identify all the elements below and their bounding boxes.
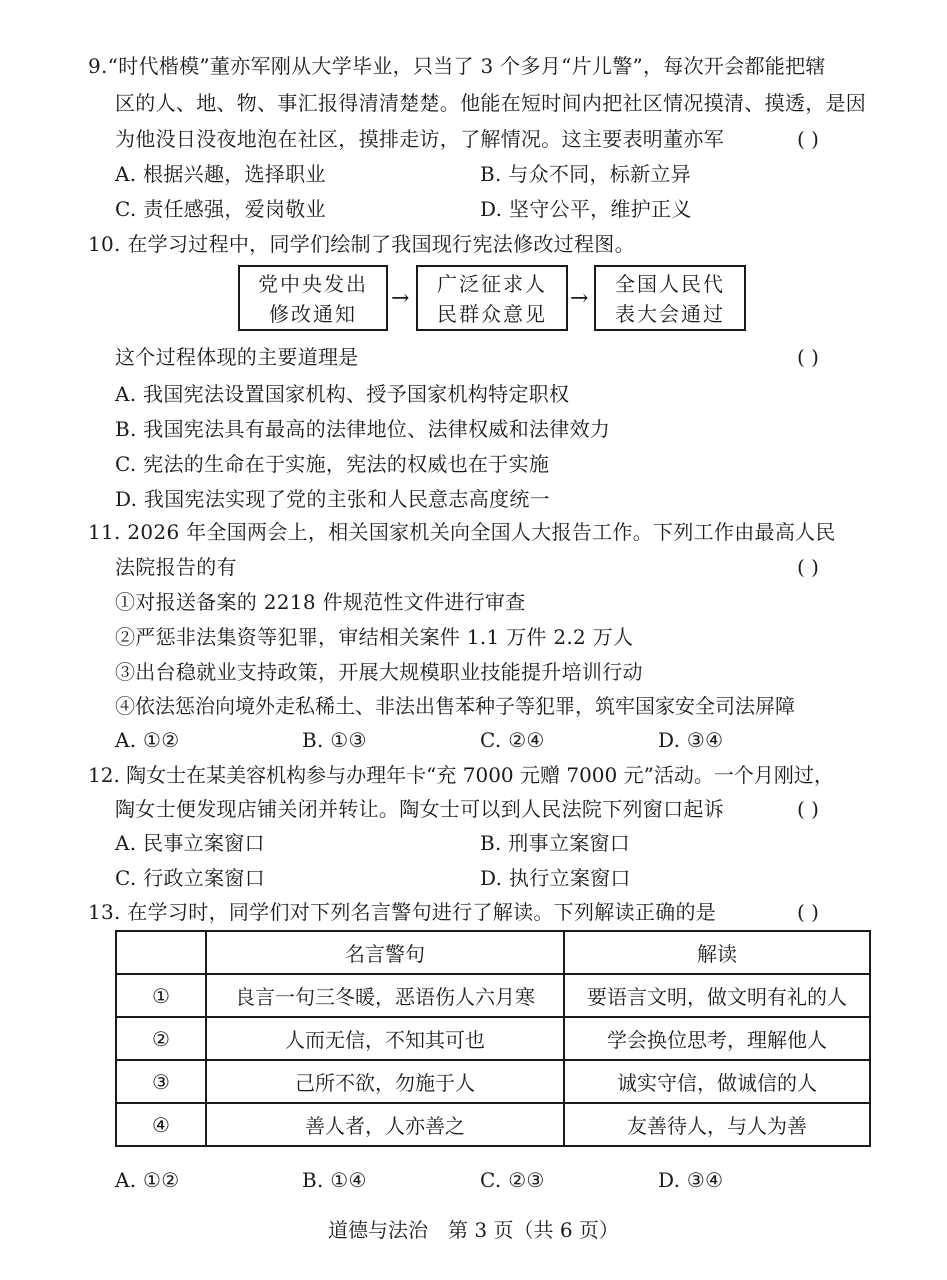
q11-option-b: B. ①③ bbox=[302, 728, 367, 752]
q9-option-b: B. 与众不同，标新立异 bbox=[480, 162, 692, 186]
q9-option-d: D. 坚守公平，维护正义 bbox=[480, 197, 692, 221]
row-interpretation: 要语言文明，做文明有礼的人 bbox=[564, 974, 870, 1017]
q13-stem: 13. 在学习时，同学们对下列名言警句进行了解读。下列解读正确的是 bbox=[88, 900, 717, 924]
flow-step-2-line-1: 广泛征求人 bbox=[437, 272, 547, 296]
table-row bbox=[116, 1017, 870, 1060]
q12-option-c: C. 行政立案窗口 bbox=[115, 866, 266, 890]
row-index: ③ bbox=[116, 1060, 206, 1103]
q11-option-c: C. ②④ bbox=[480, 728, 545, 752]
q11-item-3: ③出台稳就业支持政策，开展大规模职业技能提升培训行动 bbox=[115, 660, 643, 684]
row-index: ② bbox=[116, 1017, 206, 1060]
flow-step-2 bbox=[416, 265, 568, 331]
flow-step-1-line-2: 修改通知 bbox=[269, 302, 357, 326]
q10-answer-paren: ( ) bbox=[797, 345, 819, 369]
row-index: ① bbox=[116, 974, 206, 1017]
q13-option-d: D. ③④ bbox=[658, 1168, 724, 1192]
q11-option-a: A. ①② bbox=[115, 728, 180, 752]
row-quote: 善人者，人亦善之 bbox=[206, 1103, 564, 1146]
flow-arrow-2: → bbox=[570, 286, 589, 311]
table-header-row bbox=[116, 931, 870, 974]
q9-stem-line-2: 区的人、地、物、事汇报得清清楚楚。他能在短时间内把社区情况摸清、摸透，是因 bbox=[115, 91, 867, 115]
table-header-quote: 名言警句 bbox=[206, 931, 564, 974]
q12-option-a: A. 民事立案窗口 bbox=[115, 831, 265, 855]
flow-step-3 bbox=[594, 265, 746, 331]
row-interpretation: 诚实守信，做诚信的人 bbox=[564, 1060, 870, 1103]
q9-answer-paren: ( ) bbox=[797, 127, 819, 151]
row-interpretation: 学会换位思考，理解他人 bbox=[564, 1017, 870, 1060]
table-row bbox=[116, 1060, 870, 1103]
table-header-index bbox=[116, 931, 206, 974]
q12-answer-paren: ( ) bbox=[797, 797, 819, 821]
row-quote: 人而无信，不知其可也 bbox=[206, 1017, 564, 1060]
row-index: ④ bbox=[116, 1103, 206, 1146]
q11-item-2: ②严惩非法集资等犯罪，审结相关案件 1.1 万件 2.2 万人 bbox=[115, 625, 634, 649]
q11-item-1: ①对报送备案的 2218 件规范性文件进行审查 bbox=[115, 590, 526, 614]
q10-question: 这个过程体现的主要道理是 bbox=[115, 345, 359, 369]
table-header-interpretation: 解读 bbox=[564, 931, 870, 974]
q10-stem: 10. 在学习过程中，同学们绘制了我国现行宪法修改过程图。 bbox=[88, 232, 635, 256]
q9-stem-line-1: 9.“时代楷模”董亦军刚从大学毕业，只当了 3 个多月“片儿警”，每次开会都能把辖 bbox=[88, 54, 826, 78]
q12-stem-line-1: 12. 陶女士在某美容机构参与办理年卡“充 7000 元赠 7000 元”活动。一个月刚过， bbox=[88, 763, 834, 787]
q9-option-c: C. 责任感强，爱岗敬业 bbox=[115, 197, 326, 221]
q11-option-d: D. ③④ bbox=[658, 728, 724, 752]
flow-step-3-line-1: 全国人民代 bbox=[615, 272, 725, 296]
q10-option-b: B. 我国宪法具有最高的法律地位、法律权威和法律效力 bbox=[115, 417, 611, 441]
q11-stem-line-2: 法院报告的有 bbox=[115, 555, 237, 579]
q13-option-b: B. ①④ bbox=[302, 1168, 367, 1192]
page-footer: 道德与法治 第 3 页（共 6 页） bbox=[328, 1218, 619, 1242]
q10-option-d: D. 我国宪法实现了党的主张和人民意志高度统一 bbox=[115, 487, 550, 511]
table-row bbox=[116, 1103, 870, 1146]
table-row bbox=[116, 974, 870, 1017]
row-interpretation: 友善待人，与人为善 bbox=[564, 1103, 870, 1146]
q12-option-d: D. 执行立案窗口 bbox=[480, 866, 631, 890]
q11-answer-paren: ( ) bbox=[797, 555, 819, 579]
q13-option-c: C. ②③ bbox=[480, 1168, 545, 1192]
flow-step-1 bbox=[238, 265, 388, 331]
q11-stem-line-1: 11. 2026 年全国两会上，相关国家机关向全国人大报告工作。下列工作由最高人民 bbox=[88, 520, 836, 544]
quotes-table bbox=[115, 930, 871, 1147]
q12-stem-line-2: 陶女士便发现店铺关闭并转让。陶女士可以到人民法院下列窗口起诉 bbox=[115, 797, 724, 821]
flow-step-2-line-2: 民群众意见 bbox=[437, 302, 547, 326]
q9-option-a: A. 根据兴趣，选择职业 bbox=[115, 162, 326, 186]
flow-step-1-line-1: 党中央发出 bbox=[258, 272, 368, 296]
q11-item-4: ④依法惩治向境外走私稀土、非法出售苯种子等犯罪，筑牢国家安全司法屏障 bbox=[115, 694, 795, 718]
row-quote: 己所不欲，勿施于人 bbox=[206, 1060, 564, 1103]
q12-option-b: B. 刑事立案窗口 bbox=[480, 831, 631, 855]
q10-option-c: C. 宪法的生命在于实施，宪法的权威也在于实施 bbox=[115, 452, 550, 476]
q13-option-a: A. ①② bbox=[115, 1168, 180, 1192]
q13-answer-paren: ( ) bbox=[797, 900, 819, 924]
flow-step-3-line-2: 表大会通过 bbox=[615, 302, 725, 326]
q9-stem-line-3: 为他没日没夜地泡在社区，摸排走访，了解情况。这主要表明董亦军 bbox=[115, 127, 724, 151]
q10-option-a: A. 我国宪法设置国家机构、授予国家机构特定职权 bbox=[115, 382, 570, 406]
flow-arrow-1: → bbox=[391, 286, 410, 311]
row-quote: 良言一句三冬暖，恶语伤人六月寒 bbox=[206, 974, 564, 1017]
